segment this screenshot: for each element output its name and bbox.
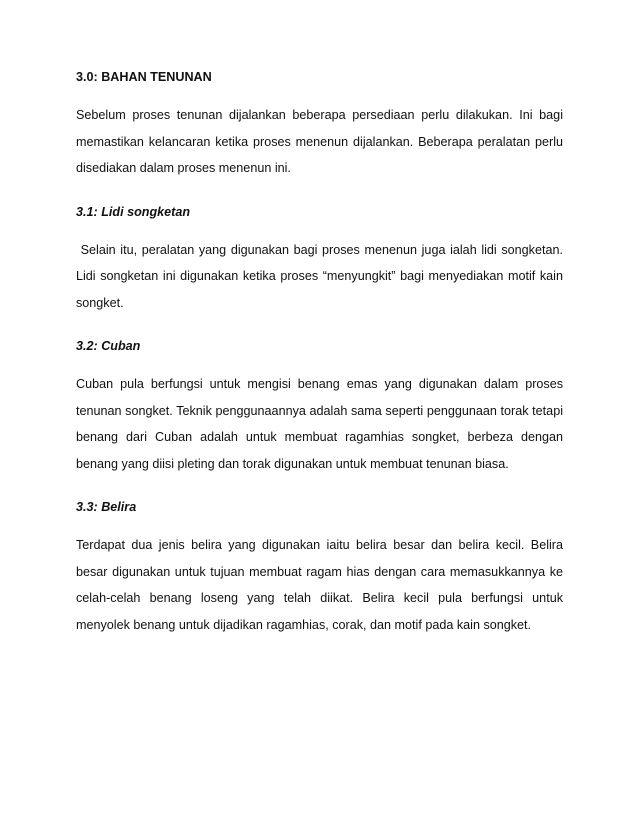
section-body-belira: Terdapat dua jenis belira yang digunakan iaitu belira besar dan belira kecil. Belira besar digunakan untuk tujuan membuat ragam hias dengan cara memasukkannya ke celah-celah benang loseng yang telah diikat. Belira kecil pula berfungsi untuk menyolek benang untuk dijadikan ragamhias, corak, dan motif pada kain songket. bbox=[76, 538, 563, 632]
document-page bbox=[76, 64, 567, 638]
section-body-cuban: Cuban pula berfungsi untuk mengisi benang emas yang digunakan dalam proses tenunan songket. Teknik penggunaannya adalah sama seperti penggunaan torak tetapi benang dari Cuban adalah untuk membuat ragamhias songket, berbeza dengan benang yang diisi pleting dan torak digunakan untuk membuat tenunan biasa. bbox=[76, 377, 563, 471]
section-body-lidi-songketan: Selain itu, peralatan yang digunakan bagi proses menenun juga ialah lidi songketan. Lidi songketan ini digunakan ketika proses “menyungkit” bagi menyediakan motif kain songket. bbox=[76, 242, 567, 310]
section-title-cuban: 3.2: Cuban bbox=[76, 339, 141, 353]
section-title-belira: 3.3: Belira bbox=[76, 500, 137, 514]
section-title-lidi-songketan: 3.1: Lidi songketan bbox=[76, 204, 191, 219]
main-heading: 3.0: BAHAN TENUNAN bbox=[76, 70, 212, 84]
intro-paragraph: Sebelum proses tenunan dijalankan beberapa persediaan perlu dilakukan. Ini bagi memastikan kelancaran ketika proses menenun dijalankan. Beberapa peralatan perlu disediakan dalam proses menenun ini. bbox=[76, 108, 563, 175]
